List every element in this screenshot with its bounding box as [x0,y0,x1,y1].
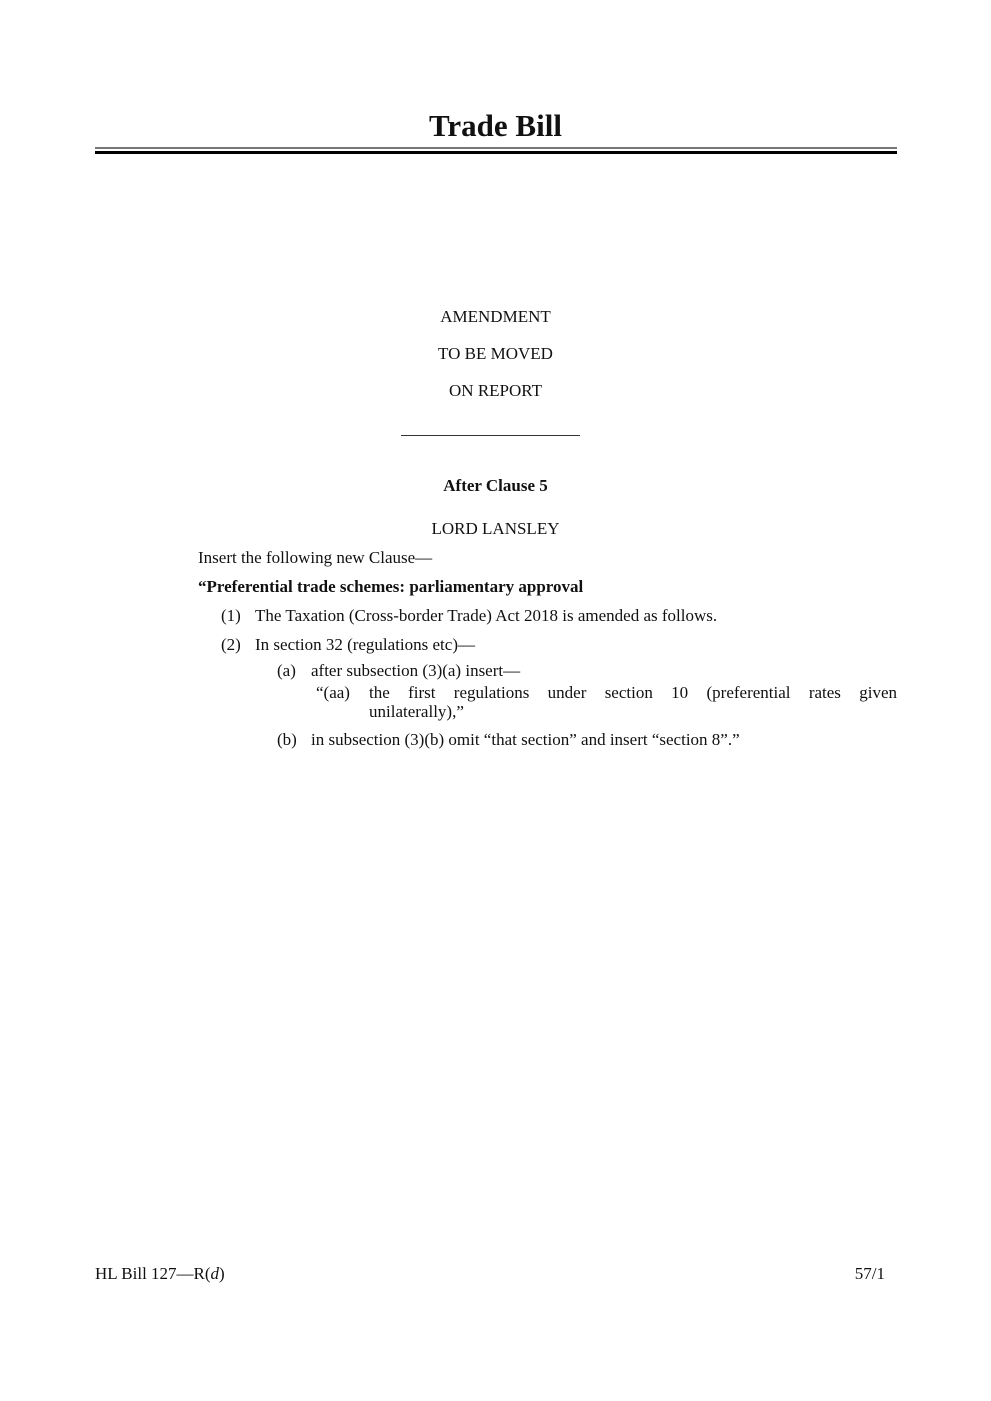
subsection-text: In section 32 (regulations etc)— [255,635,475,654]
bill-reference-letter: d [210,1264,220,1283]
amendment-intro: Insert the following new Clause— [198,548,433,567]
subsection-number: (2) [221,635,241,654]
separator-line [401,435,580,436]
clause-heading: “Preferential trade schemes: parliamentary approval [198,577,584,596]
inserted-paragraph-number: “(aa) [316,683,350,702]
paragraph-number: (b) [277,730,297,749]
paragraph-text: after subsection (3)(a) insert— [311,661,521,680]
notice-line-1: AMENDMENT [440,307,551,326]
inserted-paragraph-text-cont: unilaterally),” [369,702,464,721]
bill-reference-text: HL Bill 127—R( [95,1264,211,1283]
bill-reference [95,1264,225,1284]
inserted-paragraph-text: the first regulations under section 10 (preferential rates given [369,683,897,702]
title-rule-thin [95,147,897,149]
notice-line-2: TO BE MOVED [438,344,553,363]
bill-reference-end: ) [219,1264,225,1283]
subsection-text: The Taxation (Cross-border Trade) Act 2018 is amended as follows. [255,606,718,625]
paragraph-text: in subsection (3)(b) omit “that section” and insert “section 8”.” [311,730,740,749]
page-number: 57/1 [854,1264,885,1283]
paragraph-number: (a) [277,661,296,680]
title-rule-thick [95,151,897,154]
subsection-number: (1) [221,606,241,625]
amendment-mover: LORD LANSLEY [431,519,560,538]
document-title: Trade Bill [429,108,562,143]
notice-line-3: ON REPORT [449,381,542,400]
amendment-position: After Clause 5 [443,476,548,495]
